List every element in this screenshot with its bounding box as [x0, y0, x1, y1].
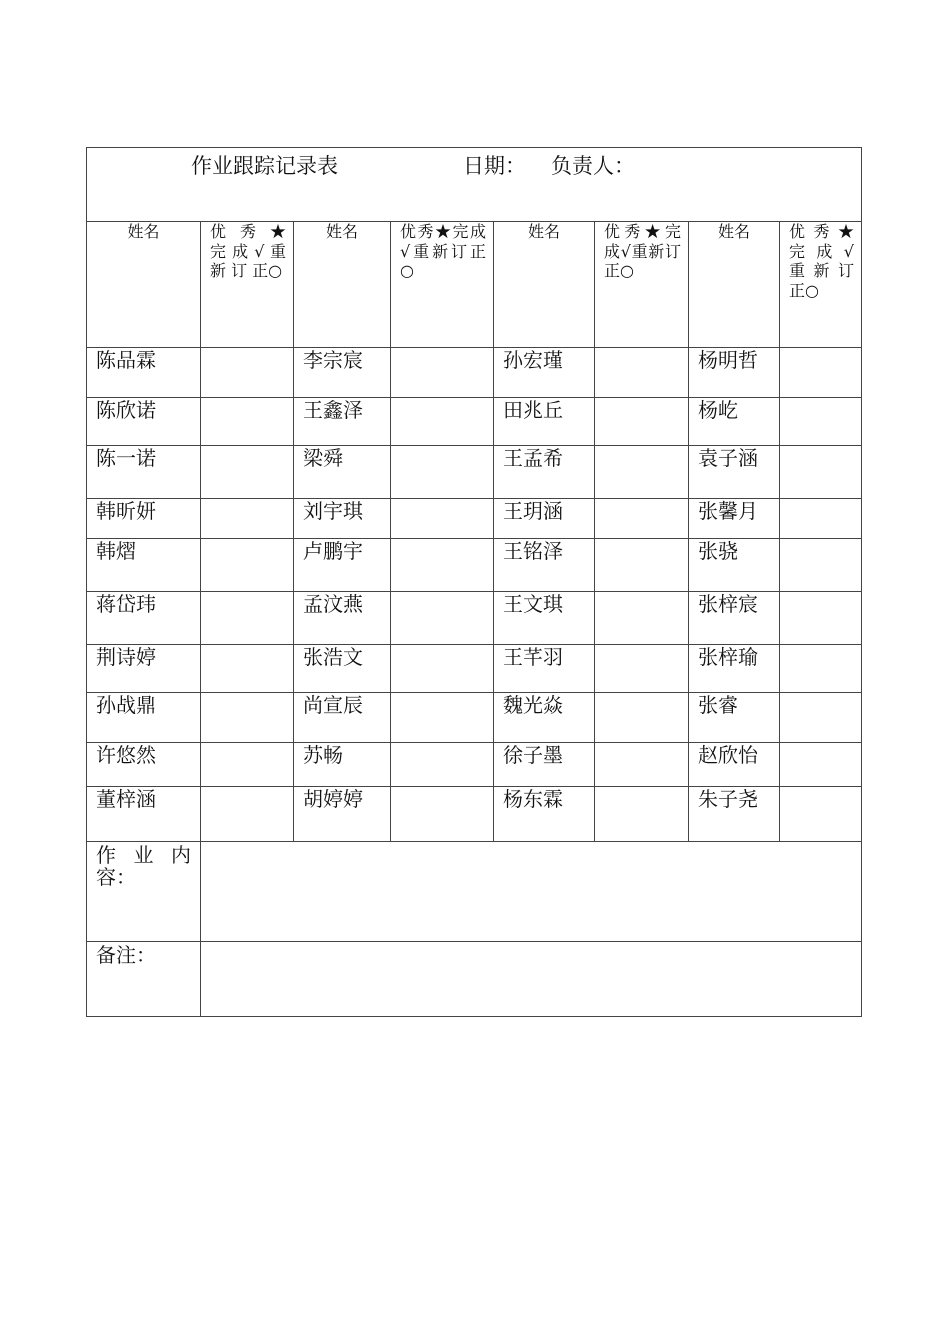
student-name: 陈品霖 — [87, 348, 201, 398]
sheet-title: 作业跟踪记录表 — [191, 154, 338, 178]
mark-cell[interactable] — [201, 348, 294, 398]
mark-cell[interactable] — [201, 645, 294, 693]
mark-cell[interactable] — [201, 446, 294, 499]
student-name: 田兆丘 — [494, 398, 595, 446]
student-name: 孙宏瑾 — [494, 348, 595, 398]
student-row — [87, 787, 862, 842]
mark-cell[interactable] — [780, 499, 862, 539]
mark-cell[interactable] — [595, 743, 689, 787]
mark-cell[interactable] — [595, 787, 689, 842]
student-row — [87, 398, 862, 446]
title-row — [87, 148, 862, 222]
student-name: 韩昕妍 — [87, 499, 201, 539]
student-name: 胡婷婷 — [294, 787, 391, 842]
header-mark-4: 优 秀 ★ 完 成 √ 重 新 订 正○ — [780, 222, 862, 348]
date-label: 日期： — [463, 154, 526, 178]
header-name-3 — [494, 222, 595, 348]
mark-cell[interactable] — [201, 539, 294, 592]
mark-cell[interactable] — [780, 446, 862, 499]
student-name: 张骁 — [689, 539, 780, 592]
student-name: 刘宇琪 — [294, 499, 391, 539]
student-row — [87, 348, 862, 398]
mark-cell[interactable] — [595, 539, 689, 592]
mark-cell[interactable] — [201, 693, 294, 743]
student-name: 王文琪 — [494, 592, 595, 645]
mark-cell[interactable] — [780, 592, 862, 645]
header-name-2 — [294, 222, 391, 348]
mark-cell[interactable] — [391, 398, 494, 446]
mark-cell[interactable] — [595, 645, 689, 693]
mark-cell[interactable] — [391, 539, 494, 592]
student-row — [87, 446, 862, 499]
student-name: 董梓涵 — [87, 787, 201, 842]
mark-cell[interactable] — [780, 743, 862, 787]
student-row — [87, 499, 862, 539]
mark-cell[interactable] — [201, 499, 294, 539]
student-name: 王鑫泽 — [294, 398, 391, 446]
student-row — [87, 743, 862, 787]
remarks-field[interactable] — [201, 942, 862, 1017]
header-name-4 — [689, 222, 780, 348]
student-name: 杨明哲 — [689, 348, 780, 398]
student-name: 张馨月 — [689, 499, 780, 539]
mark-cell[interactable] — [595, 348, 689, 398]
student-name: 卢鹏宇 — [294, 539, 391, 592]
mark-cell[interactable] — [391, 743, 494, 787]
header-name-1 — [87, 222, 201, 348]
student-name: 李宗宸 — [294, 348, 391, 398]
student-name: 许悠然 — [87, 743, 201, 787]
mark-cell[interactable] — [391, 645, 494, 693]
header-mark-3: 优秀★完成√重新订正○ — [595, 222, 689, 348]
mark-cell[interactable] — [391, 787, 494, 842]
student-name: 陈一诺 — [87, 446, 201, 499]
owner-label: 负责人： — [551, 154, 635, 178]
mark-cell[interactable] — [201, 592, 294, 645]
student-row — [87, 693, 862, 743]
header-mark-1: 优 秀 ★ 完 成 √ 重 新 订 正○ — [201, 222, 294, 348]
student-name: 孟汶燕 — [294, 592, 391, 645]
student-name: 王铭泽 — [494, 539, 595, 592]
student-row — [87, 539, 862, 592]
header-mark-2: 优秀★完成√重新订正○ — [391, 222, 494, 348]
mark-cell[interactable] — [780, 645, 862, 693]
homework-content-field[interactable] — [201, 842, 862, 942]
mark-cell[interactable] — [391, 592, 494, 645]
student-name: 苏畅 — [294, 743, 391, 787]
student-name: 梁舜 — [294, 446, 391, 499]
student-name: 徐子墨 — [494, 743, 595, 787]
student-name: 杨东霖 — [494, 787, 595, 842]
student-name: 韩熠 — [87, 539, 201, 592]
mark-cell[interactable] — [780, 398, 862, 446]
mark-cell[interactable] — [780, 348, 862, 398]
mark-cell[interactable] — [595, 398, 689, 446]
title-cell — [87, 148, 862, 222]
student-name: 张浩文 — [294, 645, 391, 693]
mark-cell[interactable] — [391, 693, 494, 743]
header-name-label: 姓名 — [527, 222, 560, 241]
homework-tracking-table — [86, 147, 862, 1017]
remarks-row — [87, 942, 862, 1017]
student-name: 朱子尧 — [689, 787, 780, 842]
header-name-label: 姓名 — [325, 222, 358, 241]
student-name: 荆诗婷 — [87, 645, 201, 693]
header-row — [87, 222, 862, 348]
mark-cell[interactable] — [595, 592, 689, 645]
mark-cell[interactable] — [201, 743, 294, 787]
header-name-label: 姓名 — [717, 222, 750, 241]
remarks-label: 备注： — [87, 942, 201, 1017]
mark-cell[interactable] — [595, 693, 689, 743]
mark-cell[interactable] — [780, 693, 862, 743]
mark-cell[interactable] — [391, 348, 494, 398]
student-name: 张梓瑜 — [689, 645, 780, 693]
homework-content-label: 作 业 内 容： — [87, 842, 201, 942]
student-name: 张梓宸 — [689, 592, 780, 645]
mark-cell[interactable] — [780, 787, 862, 842]
student-name: 赵欣怡 — [689, 743, 780, 787]
mark-cell[interactable] — [595, 446, 689, 499]
header-name-label: 姓名 — [127, 222, 160, 241]
student-name: 王芊羽 — [494, 645, 595, 693]
student-name: 王玥涵 — [494, 499, 595, 539]
mark-cell[interactable] — [391, 446, 494, 499]
student-row — [87, 645, 862, 693]
student-name: 蒋岱玮 — [87, 592, 201, 645]
student-name: 张睿 — [689, 693, 780, 743]
student-row — [87, 592, 862, 645]
mark-cell[interactable] — [595, 499, 689, 539]
mark-cell[interactable] — [391, 499, 494, 539]
student-name: 魏光焱 — [494, 693, 595, 743]
mark-cell[interactable] — [201, 787, 294, 842]
homework-content-row — [87, 842, 862, 942]
student-name: 孙战鼎 — [87, 693, 201, 743]
student-name: 尚宣辰 — [294, 693, 391, 743]
mark-cell[interactable] — [780, 539, 862, 592]
student-name: 陈欣诺 — [87, 398, 201, 446]
student-name: 王孟希 — [494, 446, 595, 499]
student-name: 杨屹 — [689, 398, 780, 446]
mark-cell[interactable] — [201, 398, 294, 446]
student-name: 袁子涵 — [689, 446, 780, 499]
